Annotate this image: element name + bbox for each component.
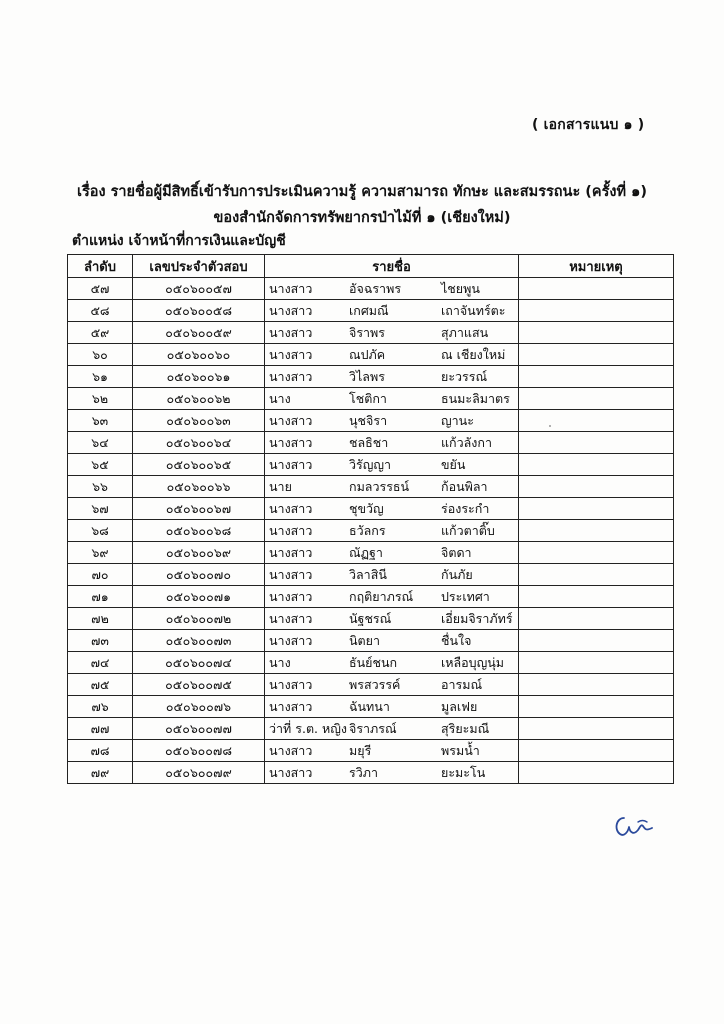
remark-cell: [519, 454, 674, 476]
header-remark: หมายเหตุ: [519, 255, 674, 278]
table-row: [68, 476, 674, 498]
name-prefix: นางสาว: [269, 346, 313, 362]
name-prefix: นางสาว: [269, 588, 313, 604]
name-prefix: นางสาว: [269, 544, 313, 560]
remark-cell: [519, 652, 674, 674]
row-number: ๖๒: [68, 388, 133, 410]
exam-id-cell: ๐๕๐๖๐๐๗๓: [133, 630, 265, 652]
table-body: [68, 278, 674, 784]
table-row: [68, 630, 674, 652]
name-group: [269, 279, 514, 299]
exam-id-cell: ๐๕๐๖๐๐๖๒: [133, 388, 265, 410]
row-number: ๗๐: [68, 564, 133, 586]
name-group: [269, 301, 514, 321]
table-row: [68, 740, 674, 762]
first-name: เกศมณี: [349, 302, 389, 318]
last-name: แก้วตาติ๊บ: [441, 522, 495, 538]
first-name: จิราพร: [349, 324, 386, 340]
name-prefix: นางสาว: [269, 764, 313, 780]
header-no: ลำดับ: [68, 255, 133, 278]
first-name: กฤติยาภรณ์: [349, 588, 414, 604]
first-name: วิรัญญา: [349, 456, 392, 472]
row-number: ๖๖: [68, 476, 133, 498]
exam-id-cell: ๐๕๐๖๐๐๗๕: [133, 674, 265, 696]
exam-id-cell: ๐๕๐๖๐๐๖๐: [133, 344, 265, 366]
exam-id-cell: ๐๕๐๖๐๐๗๒: [133, 608, 265, 630]
table-row: [68, 652, 674, 674]
table-row: [68, 322, 674, 344]
last-name: เหลือบุญนุ่ม: [441, 654, 505, 670]
last-name: ชื่นใจ: [441, 632, 472, 648]
name-cell: [265, 564, 519, 586]
name-cell: [265, 696, 519, 718]
last-name: ขยัน: [441, 456, 466, 472]
last-name: ยะวรรณ์: [441, 368, 488, 384]
remark-cell: [519, 674, 674, 696]
name-group: [269, 631, 514, 651]
exam-id-cell: ๐๕๐๖๐๐๖๑: [133, 366, 265, 388]
remark-cell: [519, 476, 674, 498]
exam-id-cell: ๐๕๐๖๐๐๕๗: [133, 278, 265, 300]
last-name: กันภัย: [441, 566, 473, 582]
name-cell: [265, 498, 519, 520]
table-row: [68, 586, 674, 608]
name-prefix: นาง: [269, 654, 291, 670]
remark-cell: [519, 586, 674, 608]
first-name: มยุรี: [349, 742, 372, 758]
name-cell: [265, 608, 519, 630]
last-name: แก้วลังกา: [441, 434, 492, 450]
exam-id-cell: ๐๕๐๖๐๐๗๑: [133, 586, 265, 608]
exam-id-cell: ๐๕๐๖๐๐๖๓: [133, 410, 265, 432]
exam-id-cell: ๐๕๐๖๐๐๗๔: [133, 652, 265, 674]
first-name: วิลาสินี: [349, 566, 387, 582]
name-prefix: ว่าที่ ร.ต. หญิง: [269, 720, 347, 736]
last-name: ยะมะโน: [441, 764, 486, 780]
name-prefix: นางสาว: [269, 676, 313, 692]
row-number: ๖๕: [68, 454, 133, 476]
attachment-label: ( เอกสารแนบ ๑ ): [532, 117, 645, 133]
row-number: ๗๑: [68, 586, 133, 608]
row-number: ๖๗: [68, 498, 133, 520]
name-prefix: นางสาว: [269, 742, 313, 758]
name-cell: [265, 366, 519, 388]
remark-cell: [519, 300, 674, 322]
row-number: ๗๓: [68, 630, 133, 652]
row-number: ๗๗: [68, 718, 133, 740]
name-group: [269, 587, 514, 607]
table-row: [68, 674, 674, 696]
first-name: ธวัลกร: [349, 522, 386, 538]
row-number: ๖๘: [68, 520, 133, 542]
row-number: ๕๙: [68, 322, 133, 344]
exam-id-cell: ๐๕๐๖๐๐๖๕: [133, 454, 265, 476]
remark-cell: [519, 432, 674, 454]
remark-cell: [519, 278, 674, 300]
remark-cell: [519, 344, 674, 366]
last-name: สุริยะมณี: [441, 720, 490, 736]
last-name: ณ เชียงใหม่: [441, 346, 506, 362]
remark-cell: [519, 630, 674, 652]
name-prefix: นางสาว: [269, 566, 313, 582]
first-name: ชุขวัญ: [349, 500, 384, 516]
signature-mark: [612, 808, 656, 842]
table-row: [68, 410, 674, 432]
row-number: ๕๘: [68, 300, 133, 322]
name-group: [269, 653, 514, 673]
name-cell: [265, 740, 519, 762]
name-prefix: นางสาว: [269, 632, 313, 648]
name-cell: [265, 388, 519, 410]
table-header-row: [68, 255, 674, 278]
name-group: [269, 565, 514, 585]
exam-id-cell: ๐๕๐๖๐๐๗๗: [133, 718, 265, 740]
name-prefix: นางสาว: [269, 610, 313, 626]
exam-id-cell: ๐๕๐๖๐๐๖๙: [133, 542, 265, 564]
first-name: โชติกา: [349, 390, 387, 406]
header-name: รายชื่อ: [265, 255, 519, 278]
document-title: เรื่อง รายชื่อผู้มีสิทธิ์เข้ารับการประเมินความรู้ ความสามารถ ทักษะ และสมรรถนะ (ครั้งที่ ๑): [77, 184, 647, 200]
table-row: [68, 564, 674, 586]
first-name: นิตยา: [349, 632, 381, 648]
document-subtitle: ของสำนักจัดการทรัพยากรป่าไม้ที่ ๑ (เชียงใหม่): [213, 210, 511, 226]
last-name: เถาจันทร์ตะ: [441, 302, 506, 318]
name-group: [269, 345, 514, 365]
name-cell: [265, 718, 519, 740]
name-prefix: นางสาว: [269, 412, 313, 428]
first-name: กมลวรรธน์: [349, 478, 410, 494]
first-name: ฉันทนา: [349, 698, 390, 714]
name-cell: [265, 476, 519, 498]
name-group: [269, 367, 514, 387]
row-number: ๖๔: [68, 432, 133, 454]
name-group: [269, 719, 514, 739]
last-name: เอี่ยมจิราภัทร์: [441, 610, 513, 626]
name-cell: [265, 300, 519, 322]
remark-cell: [519, 696, 674, 718]
name-cell: [265, 344, 519, 366]
scan-speck: [549, 425, 551, 427]
name-prefix: นางสาว: [269, 302, 313, 318]
table-row: [68, 388, 674, 410]
name-prefix: นางสาว: [269, 456, 313, 472]
row-number: ๗๖: [68, 696, 133, 718]
first-name: ธันย์ชนก: [349, 654, 398, 670]
last-name: จิตดา: [441, 544, 472, 560]
name-cell: [265, 542, 519, 564]
first-name: รวิภา: [349, 764, 378, 780]
name-group: [269, 543, 514, 563]
exam-id-cell: ๐๕๐๖๐๐๖๗: [133, 498, 265, 520]
name-prefix: นางสาว: [269, 500, 313, 516]
name-group: [269, 389, 514, 409]
name-group: [269, 697, 514, 717]
name-prefix: นางสาว: [269, 324, 313, 340]
last-name: สุภาแสน: [441, 324, 489, 340]
row-number: ๗๕: [68, 674, 133, 696]
exam-id-cell: ๐๕๐๖๐๐๗๖: [133, 696, 265, 718]
remark-cell: [519, 762, 674, 784]
name-group: [269, 521, 514, 541]
remark-cell: [519, 410, 674, 432]
name-group: [269, 675, 514, 695]
name-prefix: นางสาว: [269, 368, 313, 384]
row-number: ๖๑: [68, 366, 133, 388]
row-number: ๖๙: [68, 542, 133, 564]
first-name: อัจฉราพร: [349, 280, 402, 296]
exam-id-cell: ๐๕๐๖๐๐๕๙: [133, 322, 265, 344]
table-row: [68, 718, 674, 740]
first-name: นุชจิรา: [349, 412, 388, 428]
name-prefix: นาง: [269, 390, 291, 406]
name-group: [269, 433, 514, 453]
row-number: ๗๘: [68, 740, 133, 762]
name-group: [269, 411, 514, 431]
last-name: อารมณ์: [441, 676, 483, 692]
name-cell: [265, 586, 519, 608]
row-number: ๖๓: [68, 410, 133, 432]
name-cell: [265, 432, 519, 454]
last-name: ญานะ: [441, 412, 474, 428]
row-number: ๗๒: [68, 608, 133, 630]
table-row: [68, 432, 674, 454]
name-group: [269, 741, 514, 761]
table-row: [68, 542, 674, 564]
remark-cell: [519, 520, 674, 542]
name-group: [269, 763, 514, 783]
table-row: [68, 366, 674, 388]
name-group: [269, 323, 514, 343]
row-number: ๕๗: [68, 278, 133, 300]
row-number: ๗๔: [68, 652, 133, 674]
exam-id-cell: ๐๕๐๖๐๐๖๖: [133, 476, 265, 498]
exam-id-cell: ๐๕๐๖๐๐๗๘: [133, 740, 265, 762]
table-row: [68, 762, 674, 784]
name-cell: [265, 278, 519, 300]
name-prefix: นางสาว: [269, 280, 313, 296]
name-group: [269, 455, 514, 475]
remark-cell: [519, 740, 674, 762]
exam-id-cell: ๐๕๐๖๐๐๗๙: [133, 762, 265, 784]
name-cell: [265, 762, 519, 784]
name-cell: [265, 630, 519, 652]
exam-id-cell: ๐๕๐๖๐๐๖๘: [133, 520, 265, 542]
first-name: ชลธิชา: [349, 434, 389, 450]
table-row: [68, 608, 674, 630]
candidate-table: [67, 254, 674, 784]
remark-cell: [519, 366, 674, 388]
name-prefix: นางสาว: [269, 698, 313, 714]
table-row: [68, 696, 674, 718]
name-cell: [265, 520, 519, 542]
exam-id-cell: ๐๕๐๖๐๐๗๐: [133, 564, 265, 586]
remark-cell: [519, 718, 674, 740]
name-group: [269, 477, 514, 497]
table-row: [68, 520, 674, 542]
name-cell: [265, 454, 519, 476]
name-prefix: นาย: [269, 478, 292, 494]
row-number: ๖๐: [68, 344, 133, 366]
last-name: มูลเฟย: [441, 698, 478, 714]
last-name: ไชยพูน: [441, 280, 480, 296]
table-row: [68, 454, 674, 476]
name-prefix: นางสาว: [269, 522, 313, 538]
table-row: [68, 278, 674, 300]
first-name: พรสวรรค์: [349, 676, 401, 692]
table-row: [68, 344, 674, 366]
name-group: [269, 499, 514, 519]
row-number: ๗๙: [68, 762, 133, 784]
exam-id-cell: ๐๕๐๖๐๐๖๔: [133, 432, 265, 454]
remark-cell: [519, 608, 674, 630]
name-cell: [265, 652, 519, 674]
remark-cell: [519, 388, 674, 410]
name-cell: [265, 410, 519, 432]
last-name: ก้อนพิลา: [441, 478, 488, 494]
first-name: จิราภรณ์: [349, 720, 397, 736]
table-row: [68, 498, 674, 520]
name-cell: [265, 674, 519, 696]
name-cell: [265, 322, 519, 344]
header-exam-id: เลขประจำตัวสอบ: [133, 255, 265, 278]
exam-id-cell: ๐๕๐๖๐๐๕๘: [133, 300, 265, 322]
first-name: นัฐชรณ์: [349, 610, 392, 626]
name-prefix: นางสาว: [269, 434, 313, 450]
position-heading: ตำแหน่ง เจ้าหน้าที่การเงินและบัญชี: [72, 233, 286, 249]
table-row: [68, 300, 674, 322]
last-name: ประเทศา: [441, 588, 490, 604]
remark-cell: [519, 542, 674, 564]
first-name: ณัฏฐา: [349, 544, 383, 560]
last-name: พรมน้ำ: [441, 742, 480, 758]
last-name: ร่องระกำ: [441, 500, 490, 516]
name-group: [269, 609, 514, 629]
first-name: ณปภัค: [349, 346, 386, 362]
last-name: ธนมะลิมาตร: [441, 390, 510, 406]
remark-cell: [519, 322, 674, 344]
first-name: วิไลพร: [349, 368, 385, 384]
remark-cell: [519, 564, 674, 586]
remark-cell: [519, 498, 674, 520]
